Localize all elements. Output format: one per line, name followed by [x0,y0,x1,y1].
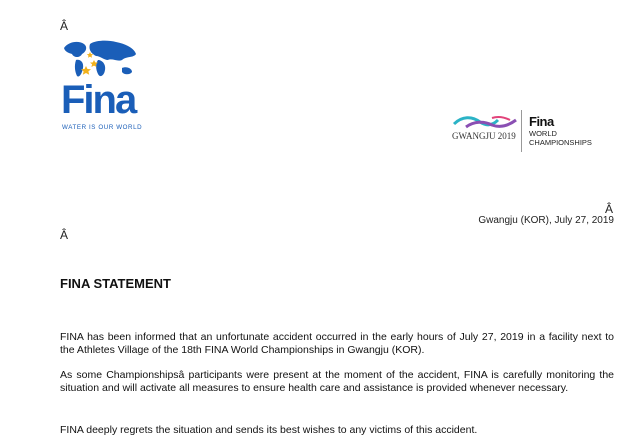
logo-divider [521,110,522,152]
gwangju-2019-logo [450,110,600,156]
gwangju-city-label: GWANGJU 2019 [452,131,516,141]
gwangju-logo-brand: Fina [529,114,554,129]
dateline: Gwangju (KOR), July 27, 2019 [478,215,614,226]
document-title: FINA STATEMENT [60,276,171,291]
body-paragraph: FINA has been informed that an unfortunate accident occurred in the early hours of July 27, 2019 in a facility next to the Athletes Village of the 18th FINA World Championships in Gwangju (KOR). [60,331,614,357]
stray-glyph: Â [605,202,614,216]
fina-logo-tagline: WATER IS OUR WORLD [62,124,143,131]
body-paragraph: As some Championshipsâ participants were present at the moment of the accident, FINA is carefully monitoring the situation and will activate all measures to ensure health care and assistance is provided whenever necessary. [60,369,614,395]
stray-glyph: Â [60,19,69,33]
world-championships-label [529,129,599,147]
body-paragraph: FINA deeply regrets the situation and sends its best wishes to any victims of this accident. [60,424,478,436]
event-line-2: CHAMPIONSHIPS [529,138,592,147]
event-line-1: WORLD [529,129,557,138]
fina-logo [60,38,143,134]
wave-icon [452,114,518,130]
stray-glyph: Â [60,228,69,242]
fina-logo-word: Fina [61,78,136,122]
